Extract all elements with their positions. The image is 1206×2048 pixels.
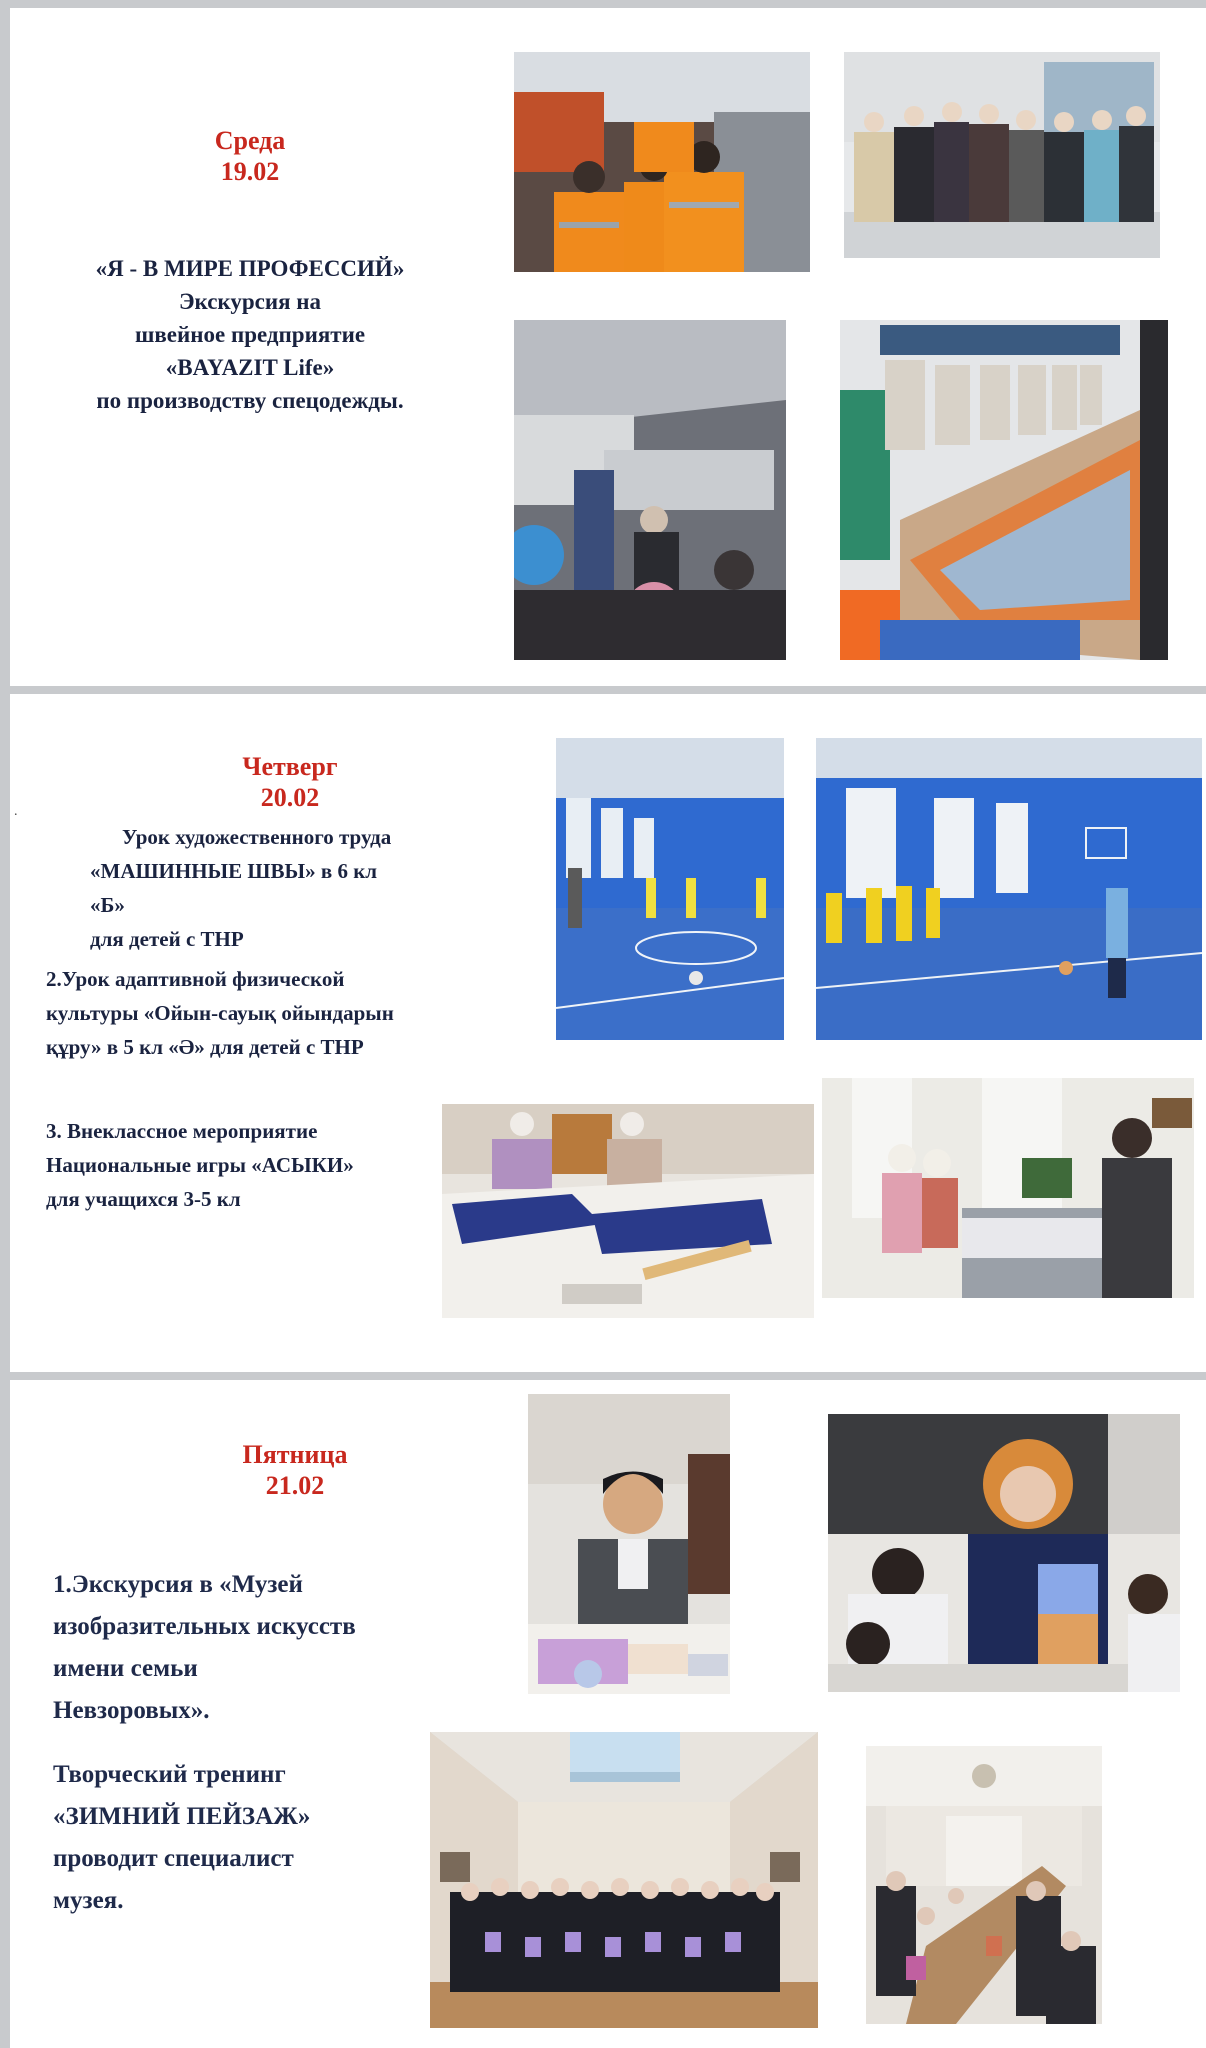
friday-item2-line3: проводит специалист (53, 1845, 294, 1872)
friday-item1-line4: Невзоровых». (53, 1697, 210, 1724)
thursday-date: 20.02 (260, 782, 320, 812)
thursday-item1-line2: «МАШИННЫЕ ШВЫ» в 6 кл (90, 859, 378, 883)
photo-museum-group (430, 1732, 818, 2028)
wednesday-line-2: Экскурсия на (178, 289, 322, 314)
thursday-item3 (46, 1114, 354, 1216)
friday-heading (195, 1440, 395, 1501)
thursday-item2-line1: 2.Урок адаптивной физической (46, 967, 345, 991)
friday-item2-line4: музея. (53, 1887, 124, 1914)
thursday-item3-line1: 3. Внеклассное мероприятие (46, 1119, 318, 1143)
photo-gym-2 (816, 738, 1202, 1040)
wednesday-line-3: швейное предприятие (134, 322, 366, 347)
photo-boy-painting (528, 1394, 730, 1694)
friday-item2-line2: «ЗИМНИЙ ПЕЙЗАЖ» (53, 1803, 311, 1830)
friday-item2 (53, 1754, 310, 1922)
photo-group-outdoors (844, 52, 1160, 258)
wednesday-day: Среда (214, 126, 286, 155)
thursday-item2-line3: құру» в 5 кл «Ә» для детей с ТНР (46, 1035, 364, 1059)
thursday-item1-line1: Урок художественного труда (122, 825, 392, 849)
friday-item1-line2: изобразительных искусств (53, 1613, 356, 1640)
thursday-item1-line3: «Б» (90, 893, 125, 917)
stray-dot: . (14, 804, 18, 819)
thursday-item2-line2: культуры «Ойын-сауық ойындарын (46, 1001, 394, 1025)
photo-embroidery-machines (840, 320, 1168, 660)
wednesday-panel (10, 8, 1206, 686)
thursday-item1 (90, 820, 391, 956)
friday-panel (10, 1380, 1206, 2048)
photo-factory-tour (514, 320, 786, 660)
thursday-item3-line2: Национальные игры «АСЫКИ» (46, 1153, 354, 1177)
wednesday-heading (150, 126, 350, 187)
wednesday-date: 19.02 (220, 156, 280, 186)
photo-workers-orange-vests (514, 52, 810, 272)
thursday-panel (10, 694, 1206, 1372)
photo-gym-1 (556, 738, 784, 1040)
thursday-item3-line3: для учащихся 3-5 кл (46, 1187, 241, 1211)
thursday-heading (190, 752, 390, 813)
friday-item1 (53, 1564, 356, 1732)
friday-item1-line1: 1.Экскурсия в «Музей (53, 1571, 303, 1598)
friday-item1-line3: имени семьи (53, 1655, 198, 1682)
thursday-item1-line4: для детей с ТНР (90, 927, 244, 951)
wednesday-line-5: по производству спецодежды. (96, 388, 404, 413)
thursday-day: Четверг (242, 752, 338, 781)
wednesday-description (60, 252, 440, 417)
photo-teacher-students (822, 1078, 1194, 1298)
photo-craft-table (442, 1104, 814, 1318)
photo-specialist-painting (828, 1414, 1180, 1692)
friday-item2-line1: Творческий тренинг (53, 1761, 286, 1788)
friday-date: 21.02 (265, 1470, 325, 1500)
wednesday-line-1: «Я - В МИРЕ ПРОФЕССИЙ» (95, 256, 405, 281)
friday-day: Пятница (242, 1440, 348, 1469)
photo-museum-hall (866, 1746, 1102, 2024)
wednesday-line-4: «BAYAZIT Life» (165, 355, 335, 380)
thursday-item2 (46, 962, 394, 1064)
